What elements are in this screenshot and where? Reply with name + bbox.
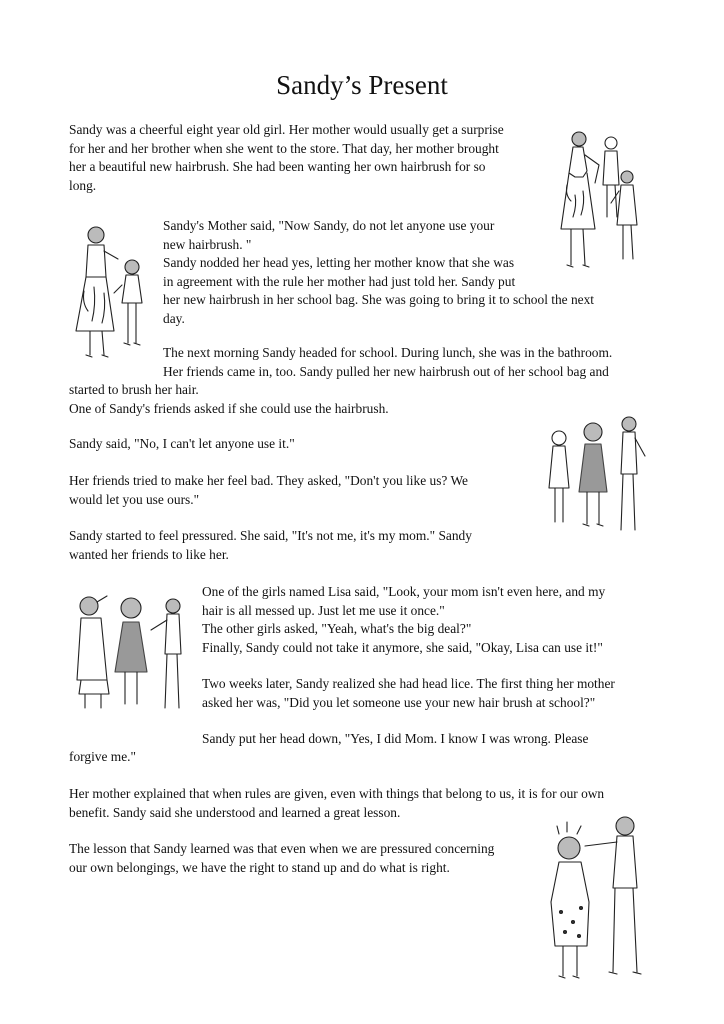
girls-brushing-hair-illustration	[69, 590, 193, 714]
text-line: Sandy said, "No, I can't let anyone use it."	[69, 436, 295, 451]
text-line: wanted her friends to like her.	[69, 546, 229, 562]
paragraph-1	[69, 121, 504, 195]
paragraph-3-end	[69, 381, 389, 418]
paragraph-3-start	[163, 344, 612, 381]
text-line: Finally, Sandy could not take it anymore, she said, "Okay, Lisa can use it!"	[202, 639, 603, 655]
text-line: Her friends tried to make her feel bad. They asked, "Don't you like us? We	[69, 473, 468, 488]
text-line: forgive me."	[69, 749, 136, 764]
text-line: The lesson that Sandy learned was that even when we are pressured concerning	[69, 841, 495, 856]
text-line: for her and her brother when she went to the store. That day, her mother brought	[69, 140, 499, 156]
text-line: Her mother explained that when rules are given, even with things that belong to us, it is for our own	[69, 786, 605, 801]
text-line: Sandy was a cheerful eight year old girl. Her mother would usually get a surprise	[69, 122, 504, 137]
paragraph-2	[163, 217, 594, 328]
paragraph-6	[69, 527, 472, 564]
text-line: day.	[163, 310, 185, 326]
text-line: Sandy nodded her head yes, letting her mother know that she was	[163, 255, 515, 270]
text-line: One of Sandy's friends asked if she could use the hairbrush.	[69, 400, 389, 416]
paragraph-11	[69, 840, 494, 877]
paragraph-9-start	[202, 730, 588, 749]
text-line: Sandy put her head down, "Yes, I did Mom. I know I was wrong. Please	[202, 731, 589, 746]
text-line: Her friends came in, too. Sandy pulled her new hairbrush out of her school bag and	[163, 363, 609, 379]
paragraph-8	[202, 675, 615, 712]
paragraph-5	[69, 472, 468, 509]
mother-and-sandy-illustration	[74, 221, 158, 361]
text-line: Two weeks later, Sandy realized she had head lice. The first thing her mother	[202, 676, 615, 691]
text-line: her new hairbrush in her school bag. She was going to bring it to school the next	[163, 292, 595, 307]
text-line: long.	[69, 177, 97, 193]
text-line: The other girls asked, "Yeah, what's the big deal?"	[202, 621, 472, 636]
paragraph-10	[69, 785, 604, 822]
text-line: her a beautiful new hairbrush. She had been wanting her own hairbrush for so	[69, 159, 486, 174]
mother-with-children-illustration	[553, 125, 653, 275]
text-line: Sandy's Mother said, "Now Sandy, do not let anyone use your	[163, 218, 495, 233]
paragraph-7	[202, 583, 605, 657]
page-title: Sandy’s Present	[276, 70, 448, 100]
text-line: The next morning Sandy headed for school. During lunch, she was in the bathroom.	[163, 345, 613, 360]
text-line: One of the girls named Lisa said, "Look, your mom isn't even here, and my	[202, 584, 606, 599]
text-line: asked her was, "Did you let someone use your new hair brush at school?"	[202, 694, 596, 710]
text-line: benefit. Sandy said she understood and learned a great lesson.	[69, 804, 401, 820]
text-line: Sandy started to feel pressured. She said, "It's not me, it's my mom." Sandy	[69, 528, 472, 543]
paragraph-9-end	[69, 748, 136, 767]
three-girls-illustration	[545, 412, 655, 536]
paragraph-4	[69, 435, 295, 454]
text-line: would let you use ours."	[69, 491, 200, 507]
text-line: our own belongings, we have the right to stand up and do what is right.	[69, 859, 450, 875]
text-line: new hairbrush. "	[163, 236, 252, 252]
text-line: started to brush her hair.	[69, 382, 199, 397]
text-line: hair is all messed up. Just let me use it once."	[202, 602, 445, 618]
text-line: in agreement with the rule her mother had just told her. Sandy put	[163, 273, 516, 289]
mother-checking-hair-illustration	[545, 812, 657, 982]
